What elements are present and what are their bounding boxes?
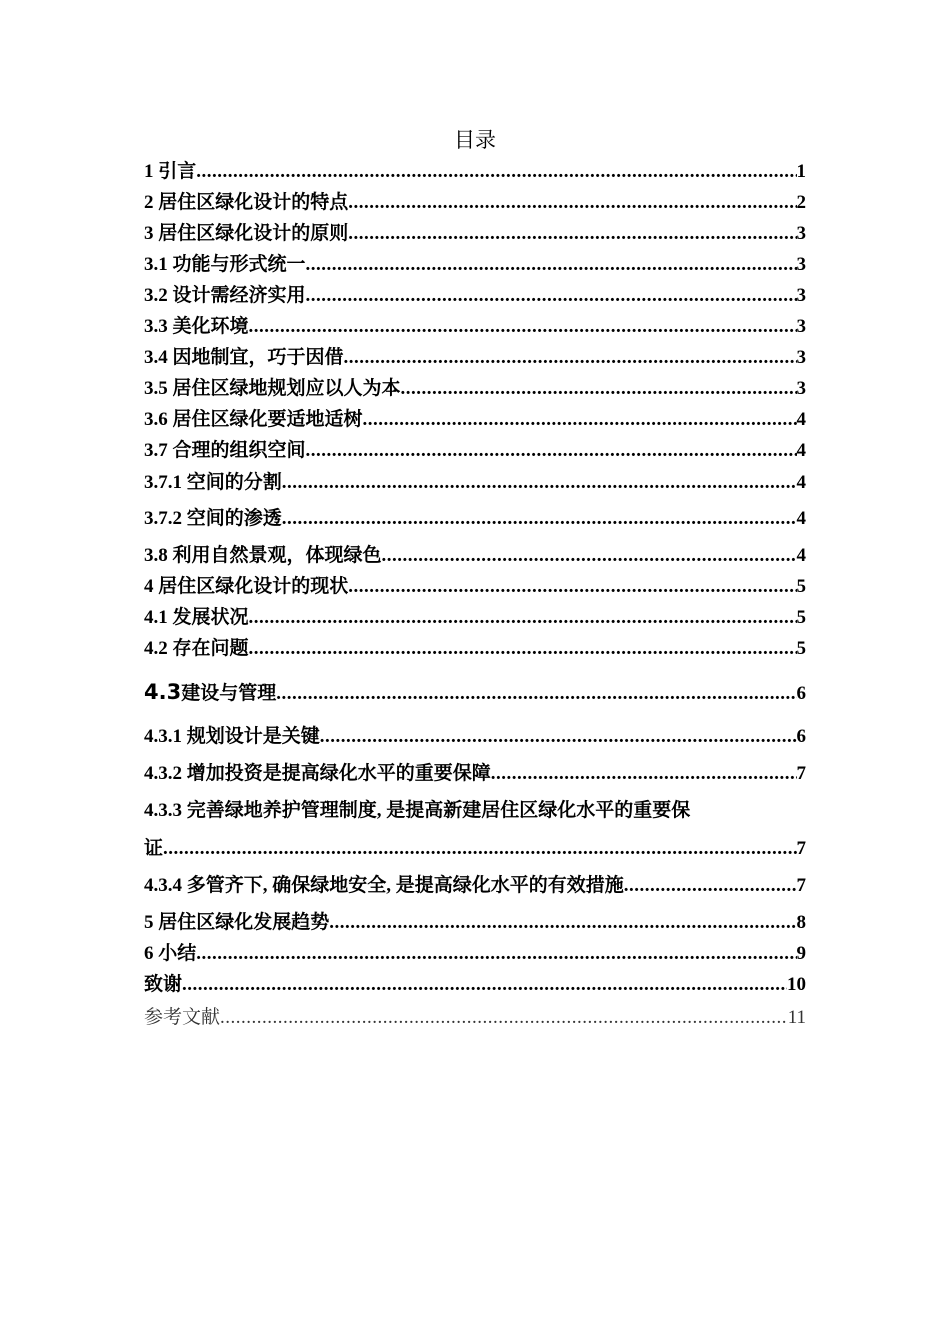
toc-entry[interactable]: 致谢 ..... 10 bbox=[144, 973, 806, 997]
toc-entry-first-line[interactable]: 4.3.3 完善绿地养护管理制度, 是提高新建居住区绿化水平的重要保 bbox=[144, 800, 691, 821]
toc-entry[interactable]: 证 ..... 7 bbox=[144, 837, 806, 861]
toc-entry[interactable]: 2 居住区绿化设计的特点 ..... 2 bbox=[144, 191, 806, 215]
toc-entry[interactable]: 4.2 存在问题 ..... 5 bbox=[144, 637, 806, 661]
toc-entry[interactable]: 1 引言 ..... 1 bbox=[144, 160, 806, 184]
toc-title: 目录 bbox=[454, 128, 496, 152]
toc-entry[interactable]: 3.8 利用自然景观，体现绿色 ..... 4 bbox=[144, 544, 806, 568]
toc-entry[interactable]: 4.3.4 多管齐下, 确保绿地安全, 是提高绿化水平的有效措施 ..... 7 bbox=[144, 874, 806, 898]
toc-entry[interactable]: 3.1 功能与形式统一 ..... 3 bbox=[144, 253, 806, 277]
toc-entry[interactable]: 6 小结 ..... 9 bbox=[144, 942, 806, 966]
toc-entry[interactable]: 3.6 居住区绿化要适地适树 ..... 4 bbox=[144, 408, 806, 432]
toc-entry[interactable]: 3 居住区绿化设计的原则 ..... 3 bbox=[144, 222, 806, 246]
toc-entry[interactable]: 3.4 因地制宜，巧于因借 ..... 3 bbox=[144, 346, 806, 370]
toc-entry[interactable]: 3.7.2 空间的渗透 ..... 4 bbox=[144, 507, 806, 531]
toc-entry[interactable]: 参考文献 ..... 11 bbox=[144, 1006, 806, 1030]
toc-entry[interactable]: 3.2 设计需经济实用 ..... 3 bbox=[144, 284, 806, 308]
toc-entry[interactable]: 3.7.1 空间的分割 ..... 4 bbox=[144, 471, 806, 495]
toc-entry[interactable]: 4.3 建设与管理 ..... 6 bbox=[144, 680, 806, 706]
toc-entry[interactable]: 4 居住区绿化设计的现状 ..... 5 bbox=[144, 575, 806, 599]
toc-entry[interactable]: 4.3.2 增加投资是提高绿化水平的重要保障 ..... 7 bbox=[144, 762, 806, 786]
toc-entry[interactable]: 4.3.1 规划设计是关键 ..... 6 bbox=[144, 725, 806, 749]
toc-entry[interactable]: 4.1 发展状况 ..... 5 bbox=[144, 606, 806, 630]
toc-entry[interactable]: 3.5 居住区绿地规划应以人为本 ..... 3 bbox=[144, 377, 806, 401]
toc-entry[interactable]: 3.7 合理的组织空间 ..... 4 bbox=[144, 439, 806, 463]
toc-entry[interactable]: 3.3 美化环境 ..... 3 bbox=[144, 315, 806, 339]
toc-entry[interactable]: 5 居住区绿化发展趋势 ..... 8 bbox=[144, 911, 806, 935]
